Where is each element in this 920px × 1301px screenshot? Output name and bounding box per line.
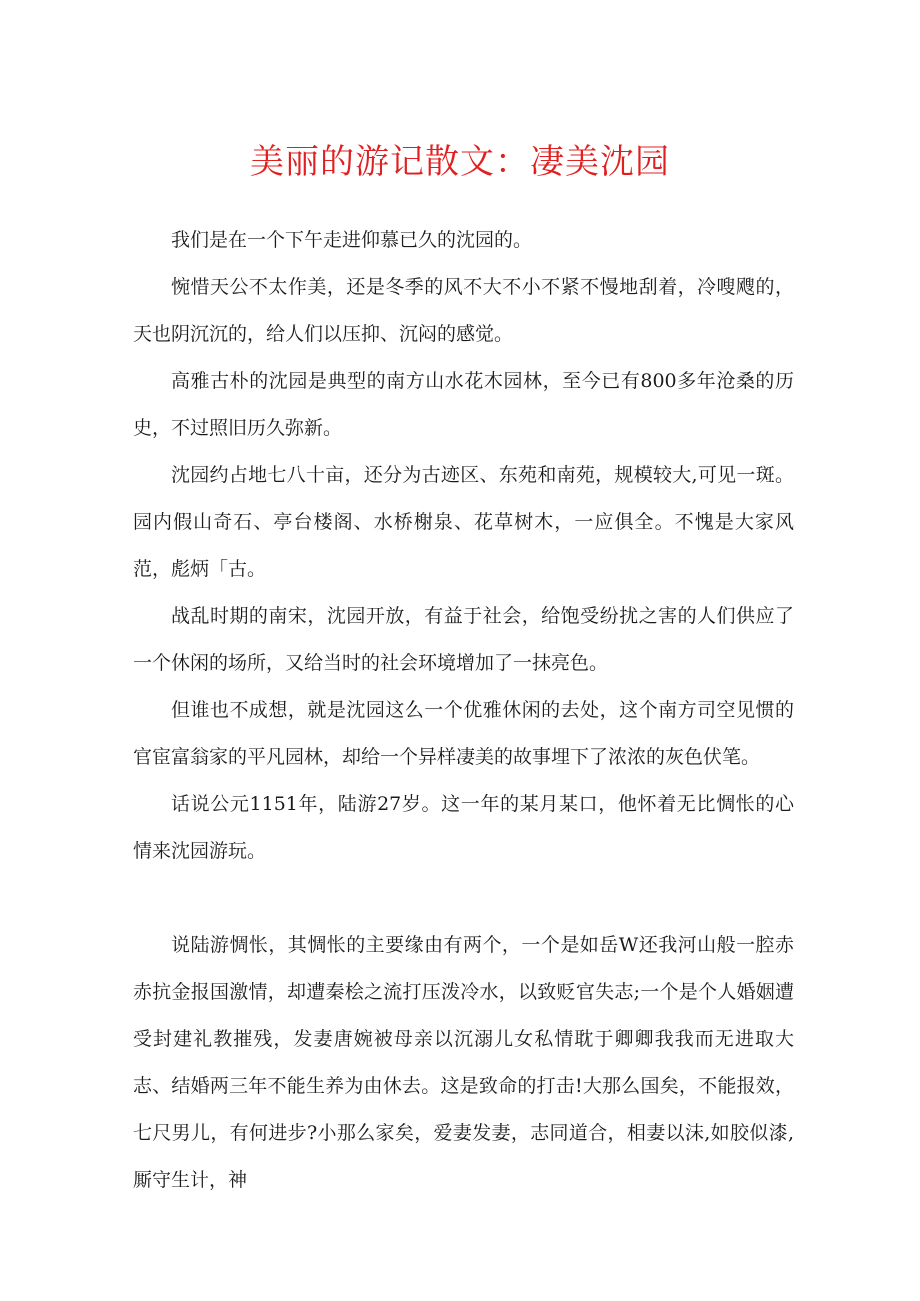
- paragraph-4: 沈园约占地七八十亩，还分为古迹区、东苑和南苑，规模较大,可见一斑。园内假山奇石、亭台楼阁、水桥榭泉、花草树木，一应俱全。不愧是大家风范，彪炳「古。: [133, 464, 794, 580]
- paragraph-6: 但谁也不成想，就是沈园这么一个优雅休闲的去处，这个南方司空见惯的官宦富翁家的平凡园林，却给一个异样凄美的故事埋下了浓浓的灰色伏笔。: [133, 699, 794, 768]
- paragraph-1: 我们是在一个下午走进仰慕已久的沈园的。: [171, 229, 533, 251]
- paragraph-5: 战乱时期的南宋，沈园开放，有益于社会，给饱受纷扰之害的人们供应了一个休闲的场所，又给当时的社会环境增加了一抹亮色。: [133, 605, 794, 674]
- paragraph-7: 话说公元1151年，陆游27岁。这一年的某月某口，他怀着无比惆怅的心情来沈园游玩。: [133, 793, 794, 862]
- document-body: [133, 217, 794, 1204]
- paragraph-8: 说陆游惆怅，其惆怅的主要缘由有两个，一个是如岳W还我河山般一腔赤赤抗金报国激情，却遭秦桧之流打压泼冷水，以致贬官失志;一个是个人婚姻遭受封建礼教摧残，发妻唐婉被母亲以沉溺儿女私情耽于卿卿我我而无进取大志、结婚两三年不能生养为由休去。这是致命的打击!大那么国矣，不能报效，七尺男儿，有何进步?小那么家矣，爱妻发妻，志同道合，相妻以沫,如胶似漆,厮守生计，神: [133, 934, 794, 1191]
- paragraph-3: 高雅古朴的沈园是典型的南方山水花木园林，至今已有800多年沧桑的历史，不过照旧历久弥新。: [133, 370, 794, 439]
- paragraph-2: 惋惜天公不太作美，还是冬季的风不大不小不紧不慢地刮着，冷嗖飕的，天也阴沉沉的，给人们以压抑、沉闷的感觉。: [133, 276, 794, 345]
- document-title: 美丽的游记散文：凄美沈园: [250, 142, 670, 182]
- paragraph-gap: [133, 875, 794, 922]
